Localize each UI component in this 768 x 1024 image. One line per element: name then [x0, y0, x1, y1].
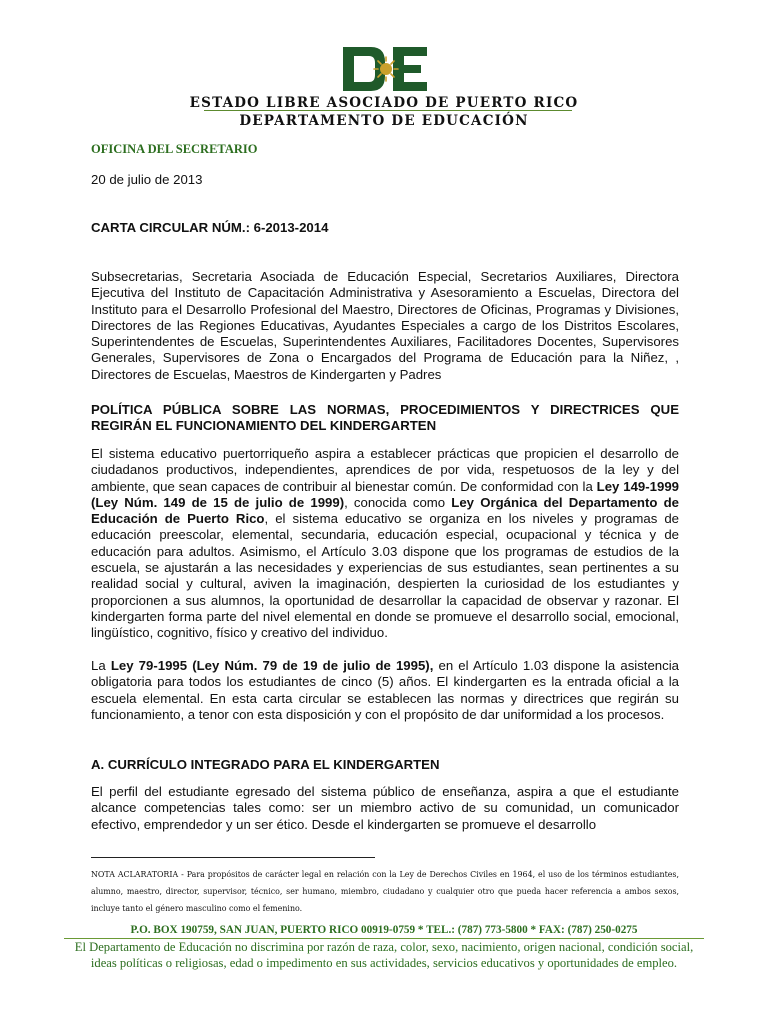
footer-nondiscrimination-line-2: ideas políticas o religiosas, edad o impedimento en sus actividades, servicios educativos y oportunidades de empleo.: [90, 956, 678, 970]
paragraph-text: , el sistema educativo se organiza en los niveles y programas de educación preescolar, elemental, secundaria, educación especial, ocupacional y técnica y de educación para adultos. Asimismo, el Artículo 3.03 dispone que los programas de estudios de la escuela, se ajustarán a las necesidades y experiencias de sus estudiantes, sean pertinentes a su realidad social y cultural, aviven la imaginación, despierten la curiosidad de los estudiantes y proporcionen a sus alumnos, la oportunidad de desarrollar la capacidad de observar y razonar. El kindergarten forma parte del nivel elemental en donde se promueve el desarrollo social, emocional, lingüístico, cognitivo, físico y creativo del individuo.: [91, 511, 679, 641]
organic-law-reference: Ley Orgánica del Departamento de Educación de Puerto Rico: [91, 494, 679, 527]
footer-nondiscrimination-line-1: El Departamento de Educación no discrimina por razón de raza, color, sexo, nacimiento, origen nacional, condición social,: [74, 940, 694, 954]
law-79-reference: Ley 79-1995 (Ley Núm. 79 de 19 de julio de 1995),: [110, 658, 434, 673]
paragraph-education-system: [91, 446, 679, 642]
office-name: OFICINA DEL SECRETARIO: [91, 142, 258, 156]
letterhead-department: DEPARTAMENTO DE EDUCACIÓN: [239, 113, 529, 129]
letterhead-government: ESTADO LIBRE ASOCIADO DE PUERTO RICO: [189, 95, 579, 111]
letterhead-rule: [204, 110, 572, 111]
circular-number: CARTA CIRCULAR NÚM.: 6-2013-2014: [91, 220, 329, 235]
paragraph-text: en el Artículo 1.03 dispone la asistencia obligatoria para todos los estudiantes de cinco (5) años. El kindergarten es la entrada oficial a la escuela elemental. En esta carta circular se establecen las normas y directrices que regirán su funcionamiento, a tenor con esta disposición y con el propósito de dar uniformidad a los procesos.: [91, 658, 679, 722]
law-149-reference: Ley 149-1999 (Ley Núm. 149 de 15 de julio de 1999): [91, 478, 679, 510]
letter-date: 20 de julio de 2013: [91, 172, 203, 187]
logo-e-bottom: [393, 82, 427, 91]
section-a-heading: A. CURRÍCULO INTEGRADO PARA EL KINDERGARTEN: [91, 757, 440, 772]
footnote-rule: [91, 857, 375, 858]
department-of-education-logo: [341, 44, 429, 94]
paragraph-text: La: [91, 658, 111, 673]
footnote-clarification: NOTA ACLARATORIA - Para propósitos de carácter legal en relación con la Ley de Derechos Civiles en 1964, el uso de los términos estudiantes, alumno, maestro, director, supervisor, técnico, ser humano, miembro, ciudadano y cualquier otro que pueda hacer referencia a ambos sexos, incluye tanto el género masculino como el femenino.: [91, 870, 679, 913]
paragraph-text: , conocida como: [344, 494, 452, 510]
footer-contact-address: P.O. BOX 190759, SAN JUAN, PUERTO RICO 00919-0759 * TEL.: (787) 773-5800 * FAX: (787) 250-0275: [130, 924, 638, 936]
addressees-paragraph: Subsecretarias, Secretaria Asociada de Educación Especial, Secretarios Auxiliares, Directora Ejecutiva del Instituto de Capacitación Administrativa y Asesoramiento a Escuelas, Directora del Instituto para el Desarrollo Profesional del Maestro, Directores de Oficinas, Programas y Divisiones, Directores de las Regiones Educativas, Ayudantes Especiales a cargo de los Distritos Escolares, Superintendentes de Escuelas, Superintendentes Auxiliares, Facilitadores Docentes, Supervisores Generales, Supervisores de Zona o Encargados del Programa de Educación para la Niñez, , Directores de Escuelas, Maestros de Kindergarten y Padres: [91, 269, 679, 382]
logo-sun-icon: [374, 57, 398, 81]
footer-rule: [64, 938, 704, 939]
policy-title: POLÍTICA PÚBLICA SOBRE LAS NORMAS, PROCEDIMIENTOS Y DIRECTRICES QUE REGIRÁN EL FUNCIONAMIENTO DEL KINDERGARTEN: [91, 402, 679, 434]
paragraph-student-profile: El perfil del estudiante egresado del sistema público de enseñanza, aspira a que el estudiante alcance competencias tales como: ser un miembro activo de su comunidad, un comunicador efectivo, emprendedor y un ser ético. Desde el kindergarten se promueve el desarrollo: [91, 784, 679, 832]
paragraph-compulsory-attendance: [91, 658, 679, 723]
paragraph-text: El sistema educativo puertorriqueño aspira a establecer prácticas que propicien el desarrollo de ciudadanos productivos, independientes, aprendices de por vida, respetuosos de la ley y del ambiente, que sean capaces de contribuir al bienestar común. De conformidad con la: [91, 446, 679, 494]
